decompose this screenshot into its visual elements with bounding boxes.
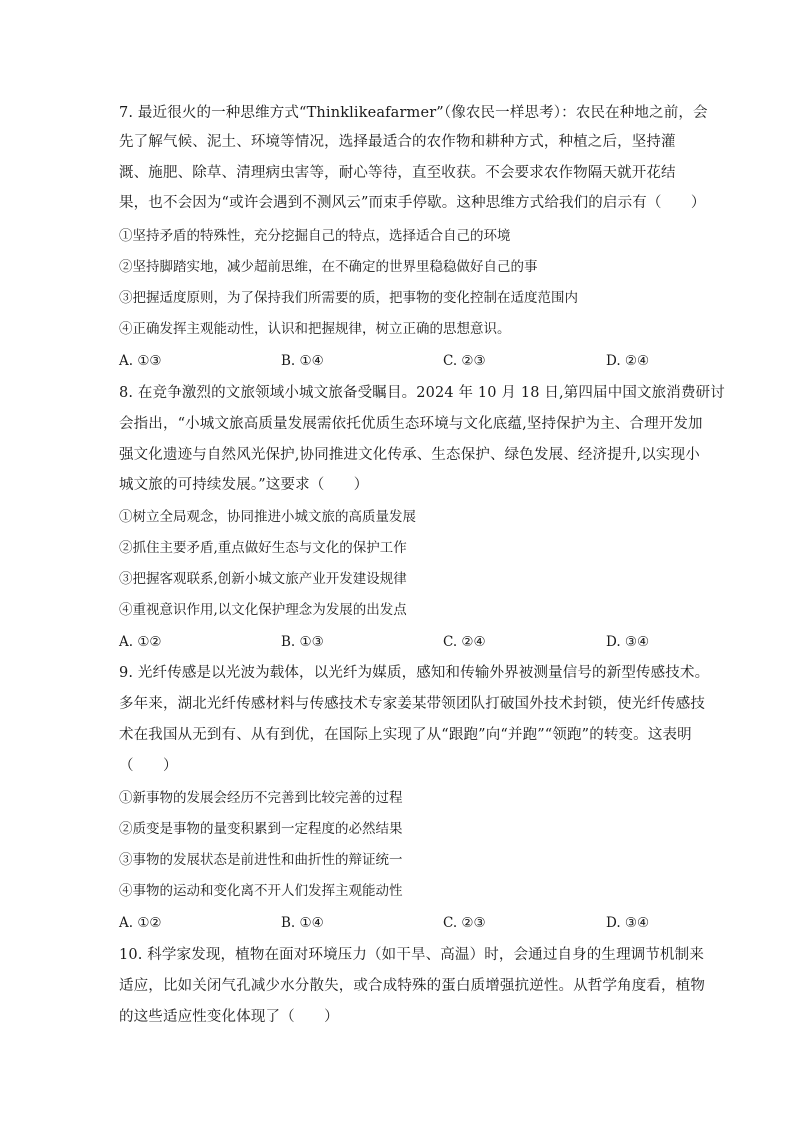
question-text-line: 多年来，湖北光纤传感材料与传感技术专家姜某带领团队打破国外技术封锁，使光纤传感技: [119, 696, 705, 712]
question-text-line: 10. 科学家发现，植物在面对环境压力（如干旱、高温）时，会通过自身的生理调节机制来: [119, 947, 704, 963]
question-text-line: 果，也不会因为“或许会遇到不测风云”而束手停歇。这种思维方式给我们的启示有（ ）: [119, 195, 706, 211]
question-text-line: 城文旅的可持续发展。”这要求（ ）: [119, 477, 369, 493]
statement-option: ④事物的运动和变化离不开人们发挥主观能动性: [119, 883, 403, 899]
choice-a: A. ①②: [119, 634, 162, 650]
choice-d: D. ②④: [606, 353, 650, 369]
choice-c: C. ②③: [443, 353, 486, 369]
choice-b: B. ①④: [281, 353, 324, 369]
question-text-line: 会指出，“小城文旅高质量发展需依托优质生态环境与文化底蕴,坚持保护为主、合理开发加: [119, 416, 703, 432]
choice-d: D. ③④: [606, 915, 650, 931]
choice-a: A. ①③: [119, 353, 162, 369]
statement-option: ②坚持脚踏实地，减少超前思维，在不确定的世界里稳稳做好自己的事: [119, 259, 538, 275]
question-text-line: 的这些适应性变化体现了（ ）: [119, 1009, 339, 1025]
statement-option: ③把握适度原则，为了保持我们所需要的质，把事物的变化控制在适度范围内: [119, 290, 578, 306]
statement-option: ②抓住主要矛盾,重点做好生态与文化的保护工作: [119, 540, 407, 556]
statement-option: ④正确发挥主观能动性，认识和把握规律，树立正确的思想意识。: [119, 321, 511, 337]
statement-option: ④重视意识作用,以文化保护理念为发展的出发点: [119, 602, 407, 618]
question-text-line: 适应，比如关闭气孔减少水分散失，或合成特殊的蛋白质增强抗逆性。从哲学角度看，植物: [119, 978, 705, 994]
choice-b: B. ①③: [281, 634, 324, 650]
statement-option: ③事物的发展状态是前进性和曲折性的辩证统一: [119, 852, 403, 868]
answer-choices: [119, 913, 679, 933]
question-text-line: 7. 最近很火的一种思维方式“Thinklikeafarmer”（像农民一样思考）：农民在种地之前，会: [119, 105, 708, 121]
choice-c: C. ②③: [443, 915, 486, 931]
question-text-line: 8. 在竞争激烈的文旅领域小城文旅备受瞩目。2024 年 10 月 18 日,第四届中国文旅消费研讨: [119, 385, 725, 401]
answer-choices: [119, 351, 679, 371]
choice-a: A. ①②: [119, 915, 162, 931]
choice-c: C. ②④: [443, 634, 486, 650]
answer-choices: [119, 632, 679, 652]
statement-option: ②质变是事物的量变积累到一定程度的必然结果: [119, 821, 403, 837]
question-text-line: 溉、施肥、除草、清理病虫害等，耐心等待，直至收获。不会要求农作物隔天就开花结: [119, 165, 676, 181]
question-text-line: 先了解气候、泥土、环境等情况，选择最适合的农作物和耕种方式，种植之后，坚持灌: [119, 134, 676, 150]
question-text-line: （ ）: [119, 758, 178, 774]
statement-option: ③把握客观联系,创新小城文旅产业开发建设规律: [119, 571, 407, 587]
choice-b: B. ①④: [281, 915, 324, 931]
question-text-line: 9. 光纤传感是以光波为载体，以光纤为媒质，感知和传输外界被测量信号的新型传感技术。: [119, 665, 710, 681]
question-text-line: 强文化遗迹与自然风光保护,协同推进文化传承、生态保护、绿色发展、经济提升,以实现小: [119, 447, 700, 463]
statement-option: ①坚持矛盾的特殊性，充分挖掘自己的特点，选择适合自己的环境: [119, 228, 511, 244]
question-text-line: 术在我国从无到有、从有到优，在国际上实现了从“跟跑”向“并跑”“领跑”的转变。这表明: [119, 727, 692, 743]
choice-d: D. ③④: [606, 634, 650, 650]
statement-option: ①新事物的发展会经历不完善到比较完善的过程: [119, 790, 403, 806]
statement-option: ①树立全局观念，协同推进小城文旅的高质量发展: [119, 509, 416, 525]
